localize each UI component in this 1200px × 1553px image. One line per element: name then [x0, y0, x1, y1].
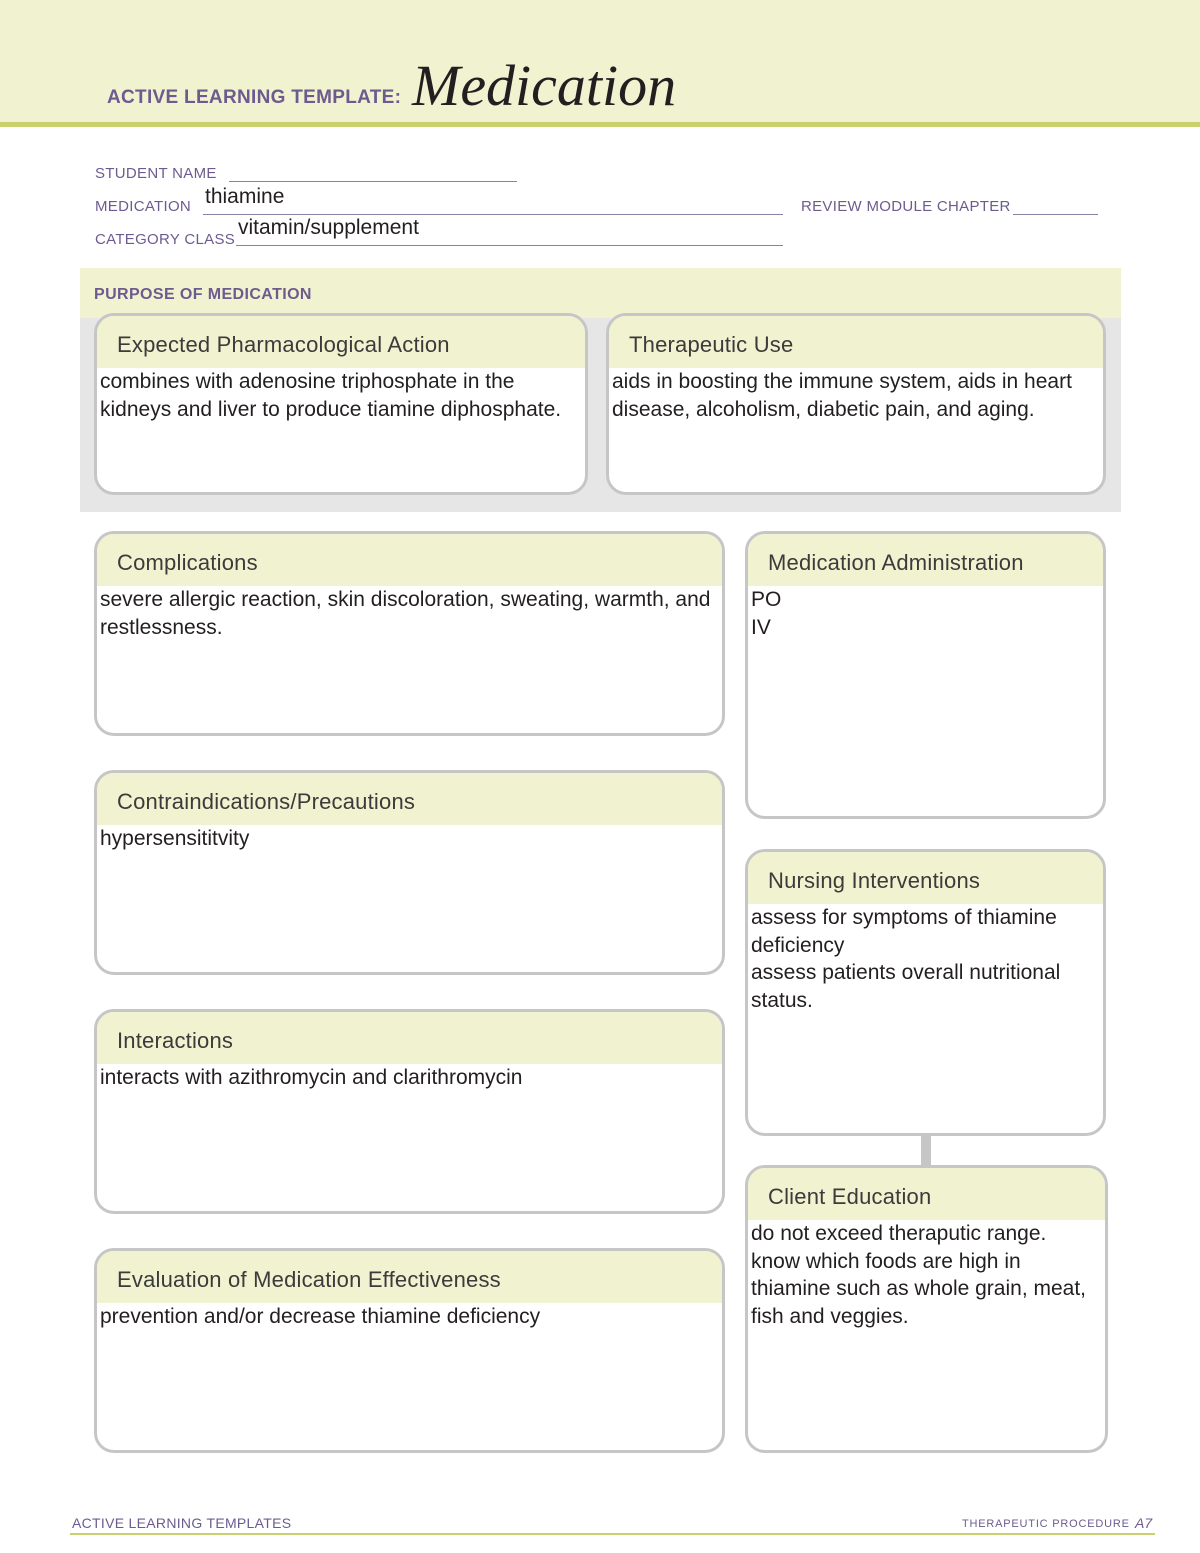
contraindications-text[interactable]: hypersensititvity: [100, 827, 250, 850]
administration-box[interactable]: [745, 531, 1106, 819]
review-module-line: [1013, 214, 1098, 215]
footer-left: ACTIVE LEARNING TEMPLATES: [72, 1515, 292, 1531]
category-class-label: CATEGORY CLASS: [95, 231, 236, 248]
connector-line: [921, 1134, 931, 1167]
evaluation-text[interactable]: prevention and/or decrease thiamine deficiency: [100, 1305, 541, 1328]
footer-rule: [70, 1533, 1155, 1535]
student-name-line: [229, 181, 517, 182]
therapeutic-use-box[interactable]: [606, 313, 1106, 495]
therapeutic-use-text[interactable]: aids in boosting the immune system, aids in heart disease, alcoholism, diabetic pain, and aging.: [612, 370, 1072, 421]
client-education-box[interactable]: [745, 1165, 1108, 1453]
expected-action-box[interactable]: [94, 313, 588, 495]
template-title: Medication: [412, 53, 677, 118]
client-education-text[interactable]: do not exceed theraputic range. know which foods are high in thiamine such as whole grain, meat, fish and veggies.: [751, 1222, 1087, 1328]
contraindications-box[interactable]: [94, 770, 725, 975]
category-class-field[interactable]: vitamin/supplement: [238, 216, 419, 239]
expected-action-title: Expected Pharmacological Action: [97, 316, 585, 368]
interactions-text[interactable]: interacts with azithromycin and clarithromycin: [100, 1066, 523, 1089]
footer-page-number: A7: [1135, 1515, 1153, 1531]
complications-text[interactable]: severe allergic reaction, skin discoloration, sweating, warmth, and restlessness.: [100, 588, 711, 639]
medication-field[interactable]: thiamine: [205, 185, 285, 208]
expected-action-text[interactable]: combines with adenosine triphosphate in the kidneys and liver to produce tiamine diphosphate.: [100, 370, 562, 421]
student-name-label: STUDENT NAME: [95, 165, 217, 182]
medication-line: [203, 214, 783, 215]
category-class-line: [236, 245, 783, 246]
template-label: ACTIVE LEARNING TEMPLATE:: [107, 87, 402, 108]
complications-title: Complications: [97, 534, 722, 586]
evaluation-title: Evaluation of Medication Effectiveness: [97, 1251, 722, 1303]
nursing-interventions-text[interactable]: assess for symptoms of thiamine deficiency assess patients overall nutritional status.: [751, 906, 1061, 1012]
administration-text[interactable]: PO IV: [751, 588, 782, 639]
complications-box[interactable]: [94, 531, 725, 736]
purpose-title: PURPOSE OF MEDICATION: [94, 286, 312, 303]
review-module-label: REVIEW MODULE CHAPTER: [801, 198, 1011, 215]
medication-label: MEDICATION: [95, 198, 192, 215]
header-rule: [0, 122, 1200, 127]
footer-right: THERAPEUTIC PROCEDURE: [962, 1518, 1130, 1530]
evaluation-box[interactable]: [94, 1248, 725, 1453]
administration-title: Medication Administration: [748, 534, 1103, 586]
nursing-interventions-box[interactable]: [745, 849, 1106, 1136]
interactions-box[interactable]: [94, 1009, 725, 1214]
therapeutic-use-title: Therapeutic Use: [609, 316, 1103, 368]
contraindications-title: Contraindications/Precautions: [97, 773, 722, 825]
nursing-interventions-title: Nursing Interventions: [748, 852, 1103, 904]
client-education-title: Client Education: [748, 1168, 1105, 1220]
interactions-title: Interactions: [97, 1012, 722, 1064]
